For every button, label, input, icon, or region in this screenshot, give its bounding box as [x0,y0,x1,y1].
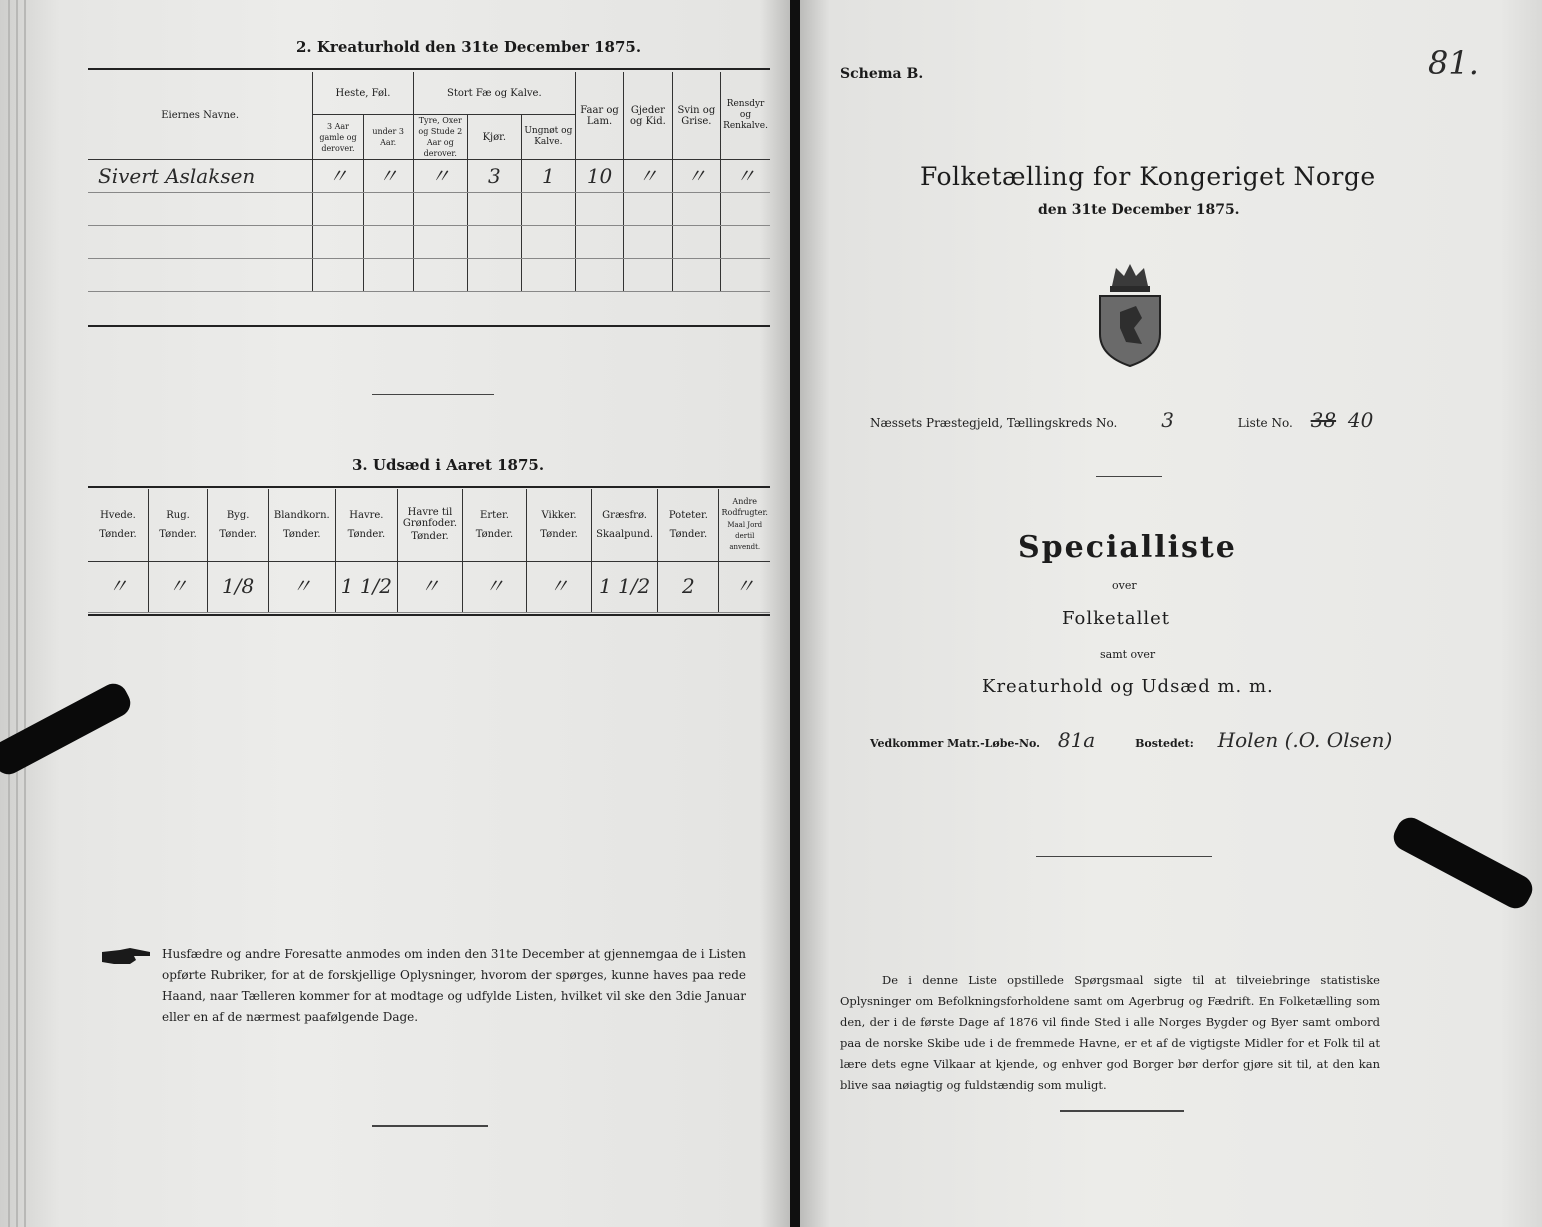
cell: 〃 [624,160,673,193]
col-green-oats [398,489,462,561]
sowing-table [88,489,770,613]
livestock-heading: 2. Kreaturhold den 31te December 1875. [296,38,642,56]
cell: 〃 [363,160,413,193]
col-name: Hvede. [100,509,136,521]
divider [1060,1110,1184,1112]
table-row [88,561,770,612]
col-name: Græsfrø. [602,509,647,521]
col-unit: Tønder. [219,528,257,540]
list-label: Liste No. [1237,416,1293,430]
coat-of-arms-icon [1090,256,1170,368]
district-number: 3 [1161,408,1174,432]
cell: 1/8 [208,561,269,612]
district-label: Tællingskreds No. [1006,416,1118,430]
col-unit: Tønder. [99,528,137,540]
cell: 〃 [721,160,770,193]
col-rye [148,489,207,561]
bosted-value: Holen (.O. Olsen) [1217,728,1393,752]
col-calves: Ungnøt og Kalve. [521,115,575,160]
owner-header: Eiernes Navne. [88,72,313,160]
col-reindeer: Rensdyr og Renkalve. [721,72,770,160]
col-horse-young: under 3 Aar. [363,115,413,160]
kreaturhold-text: Kreaturhold og Udsæd m. m. [982,676,1274,697]
divider [1036,856,1212,857]
matr-line [870,728,1392,752]
table-row [88,259,770,292]
col-name: Rug. [166,509,190,521]
cell: 10 [575,160,623,193]
list-number-struck: 38 [1310,408,1337,432]
col-pigs: Svin og Grise. [672,72,720,160]
cell: 〃 [462,561,527,612]
matr-label: Vedkommer Matr.-Løbe-No. [870,737,1040,750]
cell: 〃 [719,561,770,612]
col-unit: Tønder. [411,531,449,543]
district-line [870,408,1373,432]
census-date: den 31te December 1875. [1038,202,1240,218]
col-unit: Tønder. [540,528,578,540]
parish-name: Næssets Præstegjeld, [870,416,1004,430]
table-bottom-rule [88,325,770,327]
col-potatoes [658,489,719,561]
col-cows: Kjør. [467,115,521,160]
page-edge [24,0,26,1227]
cell: 2 [658,561,719,612]
cell: 〃 [313,160,363,193]
cell: 〃 [269,561,335,612]
cell: 1 1/2 [335,561,398,612]
page-title: Folketælling for Kongeriget Norge [920,162,1376,191]
col-name: Havre. [349,509,384,521]
table-row [88,226,770,259]
sowing-heading: 3. Udsæd i Aaret 1875. [352,456,545,474]
page-edge [8,0,10,1227]
page-edge [16,0,18,1227]
col-name: Blandkorn. [273,509,330,521]
col-horse-old: 3 Aar gamle og derover. [313,115,363,160]
pointing-hand-icon [100,946,152,968]
col-goats: Gjeder og Kid. [624,72,673,160]
col-barley [208,489,269,561]
cell: 〃 [527,561,592,612]
table-row [88,193,770,226]
table-top-rule [88,68,770,70]
col-vetch [527,489,592,561]
col-unit: Tønder. [159,528,197,540]
col-unit: Maal Jord dertil anvendt. [727,521,763,552]
col-unit: Skaalpund. [596,528,654,540]
owner-name: Sivert Aslaksen [88,160,313,193]
col-sheep: Faar og Lam. [575,72,623,160]
livestock-table [88,72,770,292]
cell: 3 [467,160,521,193]
col-name: Andre Rodfrugter. [721,497,768,518]
bosted-label: Bostedet: [1135,737,1194,750]
cell: 〃 [88,561,148,612]
col-name: Vikker. [541,509,577,521]
cell: 〃 [398,561,462,612]
col-wheat [88,489,148,561]
horses-header: Heste, Føl. [313,72,413,115]
cell: 〃 [413,160,467,193]
cell: 〃 [148,561,207,612]
table-row [88,160,770,193]
cell: 〃 [672,160,720,193]
col-unit: Tønder. [669,528,708,540]
cell: 1 [521,160,575,193]
matr-value: 81a [1057,728,1096,752]
samt-over-text: samt over [1100,648,1156,661]
notice-text: Husfædre og andre Foresatte anmodes om inden den 31te December at gjennemgaa de i Listen opførte Rubriker, for at de forskjellige Oplysninger, hvorom der spørges, kunne haves paa rede Haand, naar Tælleren kommer for at modtage og udfylde Listen, hvilket vil ske den 3die Januar eller en af de nærmest paafølgende Dage. [162,947,746,1024]
cell: 1 1/2 [591,561,657,612]
col-name: Byg. [226,509,250,521]
divider [1096,476,1162,477]
col-name: Havre til Grønfoder. [402,507,458,530]
col-grass-seed [591,489,657,561]
divider [372,394,494,395]
col-name: Erter. [480,509,509,521]
table-top-rule [88,486,770,488]
col-unit: Tønder. [347,528,386,540]
folketallet-text: Folketallet [1062,608,1171,629]
col-unit: Tønder. [475,528,514,540]
table-bottom-rule [88,614,770,616]
right-page [800,0,1542,1227]
list-number: 40 [1347,408,1374,432]
over-text: over [1112,579,1137,592]
schema-label: Schema B. [840,66,924,82]
special-list-title: Specialliste [1018,530,1237,565]
cattle-header: Stort Fæ og Kalve. [413,72,575,115]
page-number: 81. [1428,44,1479,82]
col-peas [462,489,527,561]
col-root-crops [719,489,770,561]
footer-text: De i denne Liste opstillede Spørgsmaal sigte til at tilveiebringe statistiske Oplysninger om Befolkningsforholdene samt om Agerbrug og Fædrift. En Folketælling som den, der i de første Dage af 1876 vil finde Sted i alle Norges Bygder og Byer samt ombord paa de norske Skibe ude i de fremmede Havne, er et af de vigtigste Midler for et Folk til at lære dets egne Vilkaar at kjende, og enhver god Borger bør derfor gjøre sit til, at den kan blive saa nøiagtig og fuldstændig som muligt. [840,973,1380,1092]
col-name: Poteter. [668,509,708,521]
col-mixed-grain [269,489,335,561]
col-oats [335,489,398,561]
divider [372,1125,488,1127]
col-unit: Tønder. [283,528,321,540]
col-bulls: Tyre, Oxer og Stude 2 Aar og derover. [413,115,467,160]
